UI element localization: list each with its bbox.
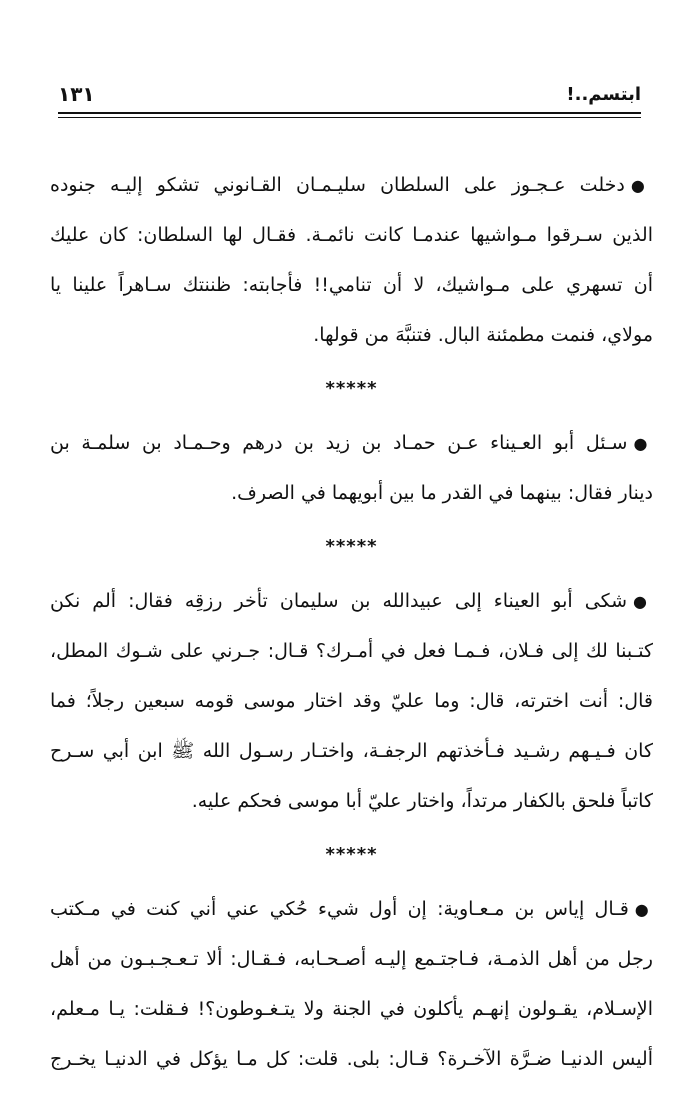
text-line: أن تسهري على مـواشيك، لا أن تنامي!! فأجابته: ظننتك سـاهراً علينا يا [50,274,653,296]
section-separator: ***** [325,536,378,557]
text-line: ●دخلت عـجـوز على السلطان سليـمـان القـانوني تشكو إليـه جنوده [50,174,653,196]
bullet-icon: ● [633,434,653,453]
anecdote-entry [50,418,653,518]
bullet-icon: ● [633,592,653,611]
text-line: ●شكى أبو العيناء إلى عبيدالله بن سليمان تأخر رزقِه فقال: ألم نكن [50,590,653,612]
section-separator: ***** [325,378,378,399]
text-line: كاتباً فلحق بالكفار مرتداً، واختار عليّ أبا موسى فحكم عليه. [191,790,653,812]
text-line: الذين سـرقوا مـواشيها عندمـا كانت نائمـة. فقـال لها السلطان: كان عليك [50,224,653,246]
anecdote-entry [50,884,653,1084]
text-line: أليس الدنيـا ضـرَّة الآخـرة؟ قـال: بلى. قلت: كل مـا يؤكل في الدنيـا يخـرج [50,1048,653,1070]
text-line: الإسـلام، يقـولون إنهـم يأكلون في الجنة ولا يتـغـوطون؟! فـقلت: يـا مـعلم، [50,998,653,1020]
running-title: ابتسم..! [566,84,641,105]
bullet-icon: ● [630,176,653,195]
text-line: مولاي، فنمت مطمئنة البال. فتنبَّهَ من قولها. [313,324,653,346]
text-line: كتـبنا لك إلى فـلان، فـمـا فعل في أمـرك؟ قـال: جـرني على شـوك المطل، [50,640,653,662]
section-separator: ***** [325,844,378,865]
header-rule-bottom [58,117,641,118]
page-number: ١٣١ [58,82,95,106]
text-line: كان فـيـهم رشـيد فـأخذتهم الرجفـة، واختـار رسـول الله ﷺ ابن أبي سـرح [50,740,653,762]
anecdote-entry [50,160,653,360]
running-header [58,80,641,110]
text-line: رجل من أهل الذمـة، فـاجتـمع إليـه أصـحـابه، فـقـال: ألا تـعـجـبـون من أهل [50,948,653,970]
page-body [50,160,653,1084]
text-line: قال: أنت اخترته، قال: وما عليّ وقد اختار موسى قومه سبعين رجلاً؛ فما [50,690,653,712]
anecdote-entry [50,576,653,826]
bullet-icon: ● [634,900,653,919]
text-line: ●قـال إياس بن مـعـاوية: إن أول شيء حُكي عني أني كنت في مـكتب [50,898,653,920]
text-line: دينار فقال: بينهما في القدر ما بين أبويهما في الصرف. [231,482,653,504]
header-rule-top [58,112,641,114]
text-line: ●سـئل أبو العـيناء عـن حمـاد بن زيد بن درهم وحـمـاد بن سلمـة بن [50,432,653,454]
